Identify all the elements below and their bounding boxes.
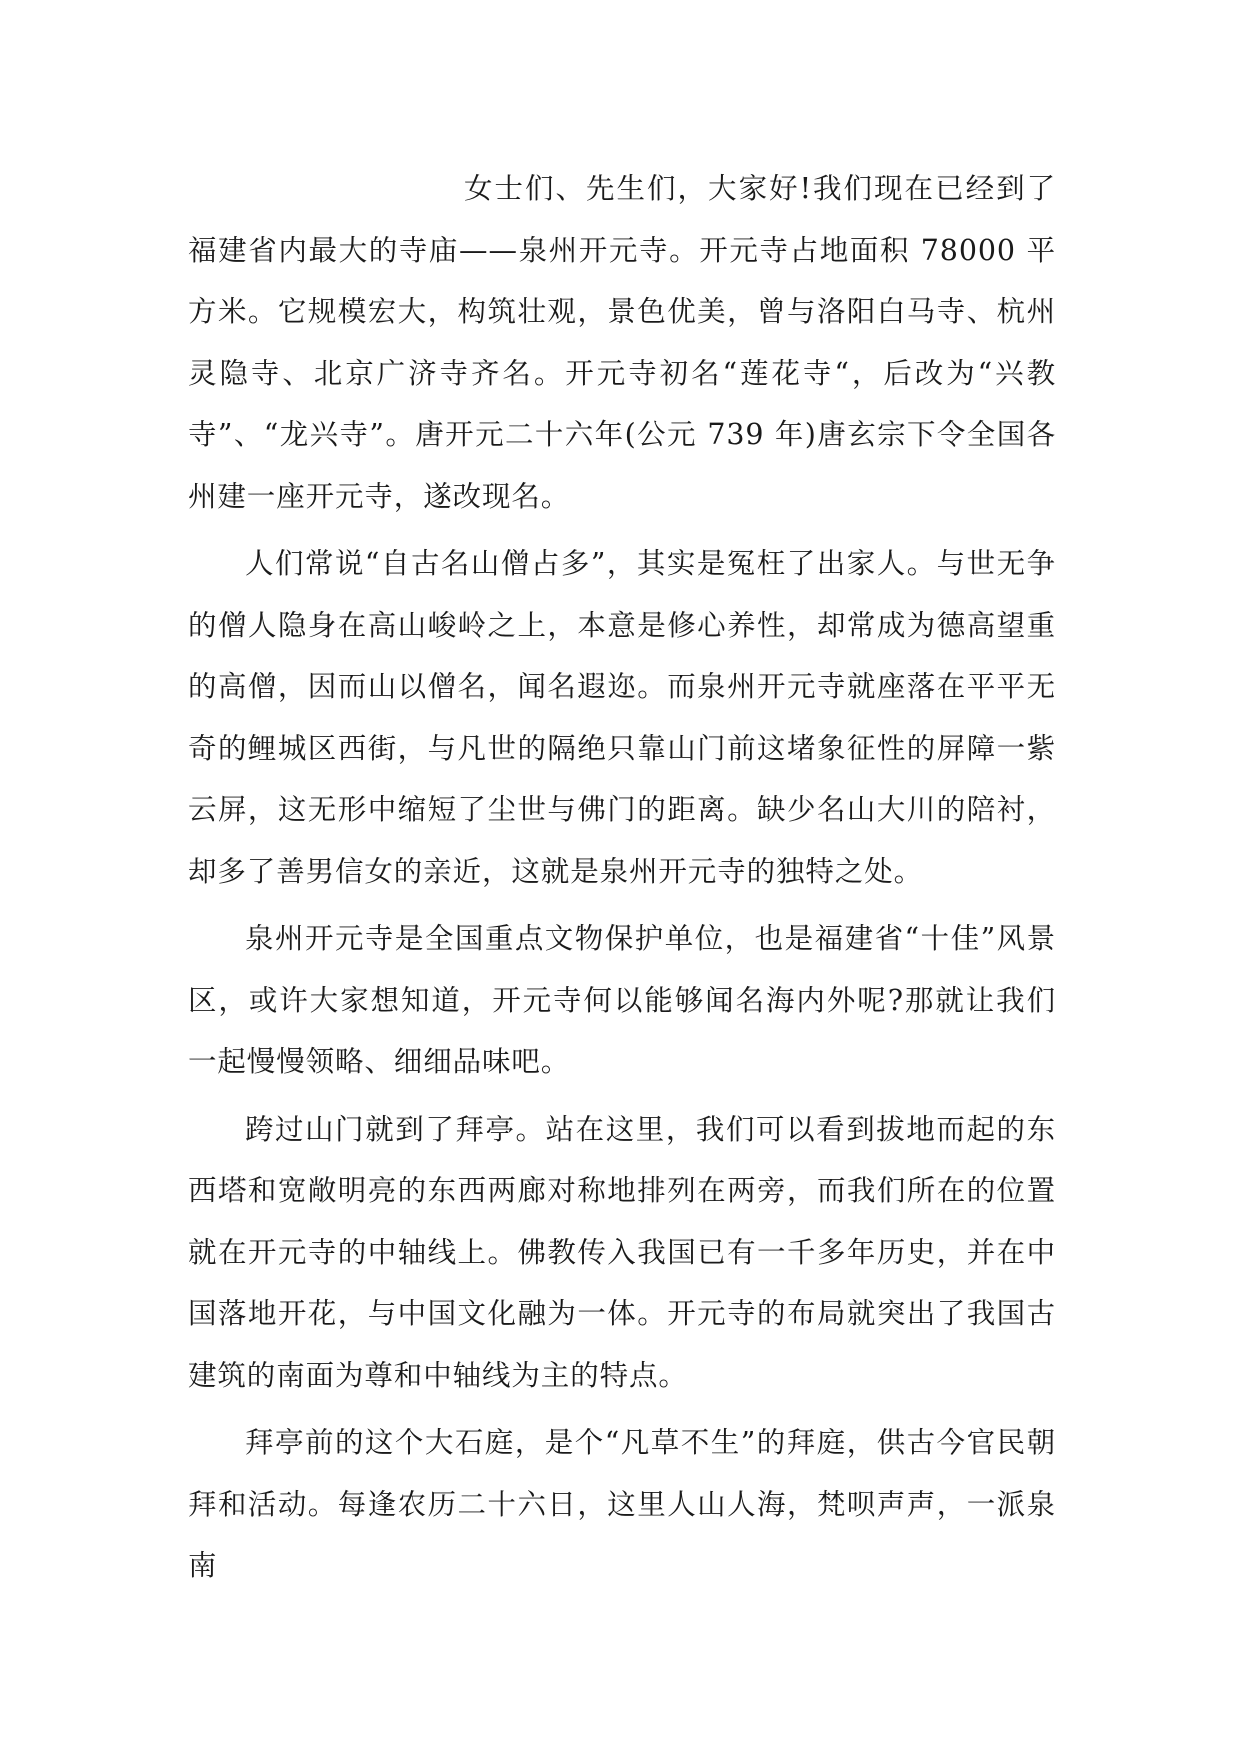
paragraph-intro: 女士们、先生们，大家好!我们现在已经到了福建省内最大的寺庙——泉州开元寺。开元寺占地面积 78000 平方米。它规模宏大，构筑壮观，景色优美，曾与洛阳白马寺、杭州灵隐寺、北京广济寺齐名。开元寺初名“莲花寺“，后改为“兴教寺”、“龙兴寺”。唐开元二十六年(公元 739 年)唐玄宗下令全国各州建一座开元寺，遂改现名。 [188,172,1056,513]
paragraph-pavilion: 跨过山门就到了拜亭。站在这里，我们可以看到拔地而起的东西塔和宽敞明亮的东西两廊对称地排列在两旁，而我们所在的位置就在开元寺的中轴线上。佛教传入我国已有一千多年历史，并在中国落地开花，与中国文化融为一体。开元寺的布局就突出了我国古建筑的南面为尊和中轴线为主的特点。 [188,1112,1056,1392]
paragraph-monks: 人们常说“自古名山僧占多”，其实是冤枉了出家人。与世无争的僧人隐身在高山峻岭之上，本意是修心养性，却常成为德高望重的高僧，因而山以僧名，闻名遐迩。而泉州开元寺就座落在平平无奇的鲤城区西街，与凡世的隔绝只靠山门前这堵象征性的屏障一紫云屏，这无形中缩短了尘世与佛门的距离。缺少名山大川的陪衬，却多了善男信女的亲近，这就是泉州开元寺的独特之处。 [188,547,1056,888]
paragraph-heritage: 泉州开元寺是全国重点文物保护单位，也是福建省“十佳”风景区，或许大家想知道，开元寺何以能够闻名海内外呢?那就让我们一起慢慢领略、细细品味吧。 [188,922,1056,1078]
paragraph-courtyard: 拜亭前的这个大石庭，是个“凡草不生”的拜庭，供古今官民朝拜和活动。每逢农历二十六日，这里人山人海，梵呗声声，一派泉南 [188,1426,1056,1582]
document-body [188,158,1056,1603]
